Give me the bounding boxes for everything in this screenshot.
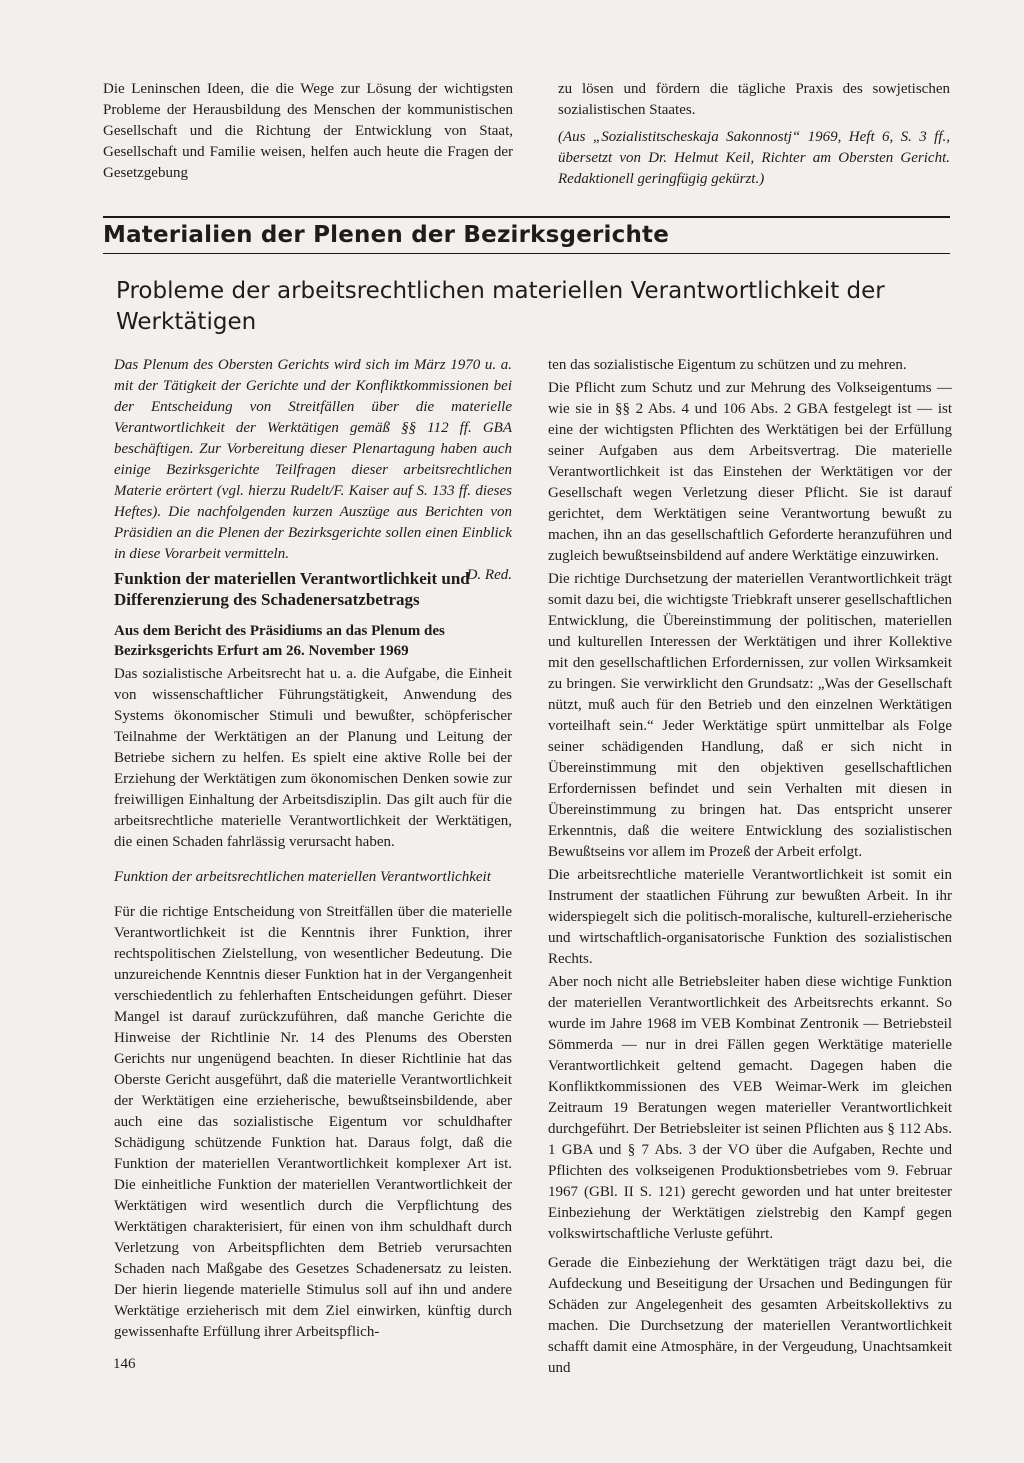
lead-text: Das Plenum des Obersten Gerichts wird sich im März 1970 u. a. mit der Tätigkeit der Gerichte und der Konfliktkommissionen bei der Entscheidung von Streitfällen über die materielle Verantwortlichkeit der Werktätigen gemäß §§ 112 ff. GBA beschäftigen. Zur Vorbereitung dieser Plenartagung haben auch einige Bezirksgerichte Teilfragen dieser arbeitsrechtlichen Materie erörtert (vgl. hierzu Rudelt/F. Kaiser auf S. 133 ff. dieses Heftes). Die nachfolgenden kurzen Auszüge aus Berichten von Präsidien an die Plenen der Bezirksgerichte sollen einen Einblick in diese Vorarbeit vermitteln. [114,357,512,562]
subheading: Funktion der materiellen Verantwortlichkeit und Differenzierung des Schadenersatzbetrags [114,569,470,609]
paragraph: Das sozialistische Arbeitsrecht hat u. a. die Aufgabe, die Einheit von wissenschaftlicher Führungstätigkeit, Anwendung des Systems ökonomischer Stimuli und bewußter, schöpferischer Teilnahme der Werktätigen an der Planung und Leitung der Betriebe sichern zu helfen. Es spielt eine aktive Rolle bei der Erziehung der Werktätigen zum ökonomischen Denken sowie zur freiwilligen Einhaltung der Arbeitsdisziplin. Das gilt auch für die arbeitsrechtliche materielle Verantwortlichkeit der Werktätigen, die einen Schaden fahrlässig verursacht haben. [114,666,512,850]
article-title: Probleme der arbeitsrechtlichen materiellen Verantwortlichkeit der Werktätigen [116,278,885,335]
paragraph: Die richtige Durchsetzung der materiellen Verantwortlichkeit trägt somit dazu bei, die wichtigste Triebkraft unserer gesellschaftlichen Entwicklung, die Übereinstimmung der politischen, materiellen und kulturellen Interessen der Werktätigen und ihrer Kollektive mit den gesellschaftlichen Erfordernissen, zur vollen Wirksamkeit zu bringen. Sie verwirklicht den Grundsatz: „Was der Gesellschaft nützt, muß auch für den Betrieb und den einzelnen Werktätigen vorteilhaft sein.“ Jeder Werktätige spürt unmittelbar als Folge seiner schädigenden Handlung, daß er sich nicht in Übereinstimmung mit den objektiven gesellschaftlichen Erfordernissen befindet und sein Verhalten mit diesen in Übereinstimmung zu bringen hat. Das entspricht unserer Erkenntnis, daß die weitere Entwicklung des sozialistischen Bewußtseins vor allem im Prozeß der Arbeit erfolgt. [548,571,952,860]
report-source-heading: Aus dem Bericht des Präsidiums an das Plenum des Bezirksgerichts Erfurt am 26. November 1969 [114,623,445,659]
intro-continuation-right [558,79,950,190]
editorial-lead [114,355,512,586]
section-title: Materialien der Plenen der Bezirksgerichte [103,222,670,248]
page-number: 146 [113,1356,136,1372]
paragraph: Aber noch nicht alle Betriebsleiter haben diese wichtige Funktion der materiellen Verantwortlichkeit des Arbeitsrechts erkannt. So wurde im Jahre 1968 im VEB Kombinat Zentronik — Betriebsteil Sömmerda — nur in drei Fällen gegen Werktätige materielle Verantwortlichkeit geltend gemacht. Dagegen haben die Konfliktkommissionen des VEB Weimar-Werk im gleichen Zeitraum 19 Beratungen wegen materieller Verantwortlichkeit durchgeführt. Der Betriebsleiter ist seinen Pflichten aus § 112 Abs. 1 GBA und § 7 Abs. 3 der VO über die Aufgaben, Rechte und Pflichten des volkseigenen Produktionsbetriebes vom 9. Februar 1967 (GBl. II S. 121) gerecht geworden und hat unter breitester Einbeziehung der Werktätigen zielstrebig den Kampf gegen volkswirtschaftliche Verluste geführt. [548,974,952,1242]
paragraph: ten das sozialistische Eigentum zu schützen und zu mehren. [548,357,907,373]
right-column-body [548,355,952,1381]
intro-text-right: zu lösen und fördern die tägliche Praxis des sowjetischen sozialistischen Staates. [558,81,950,118]
paragraph: Die Pflicht zum Schutz und zur Mehrung des Volkseigentums — wie sie in §§ 2 Abs. 4 und 106 Abs. 2 GBA festgelegt ist — ist eine der wichtigsten Pflichten des Werktätigen bei der Erfüllung seiner Aufgaben aus dem Arbeitsvertrag. Die materielle Verantwortlichkeit ist das Einstehen der Werktätigen vor der Gesellschaft wegen Verletzung dieser Pflicht. Sie ist darauf gerichtet, dem Werktätigen seine Verantwortung bewußt zu machen, ihn an das gesellschaftlich Geforderte heranzuführen und zugleich bewußtseinsbildend auf andere Werktätige einzuwirken. [548,380,952,564]
source-citation: (Aus „Sozialistitscheskaja Sakonnostj“ 1969, Heft 6, S. 3 ff., übersetzt von Dr. Helmut Keil, Richter am Obersten Gericht. Redaktionell geringfügig gekürzt.) [558,129,950,187]
italic-subheading: Funktion der arbeitsrechtlichen materiellen Verantwortlichkeit [114,869,491,885]
paragraph: Die arbeitsrechtliche materielle Verantwortlichkeit ist somit ein Instrument der staatlichen Führung zur bewußten Arbeit. In ihr widerspiegelt sich die politisch-moralische, kulturell-erzieherische und wirtschaftlich-organisatorische Funktion des sozialistischen Rechts. [548,867,952,967]
editor-signature: D. Red. [466,567,512,583]
intro-text-left: Die Leninschen Ideen, die die Wege zur Lösung der wichtigsten Probleme der Herausbildung des Menschen der kommunistischen Gesellschaft und die Richtung der Entwicklung von Staat, Gesellschaft und Familie weisen, helfen auch heute die Fragen der Gesetzgebung [103,81,513,181]
section-rule-bottom [103,253,950,254]
intro-continuation-left [103,79,513,184]
paragraph: Für die richtige Entscheidung von Streitfällen über die materielle Verantwortlichkeit ist die Kenntnis ihrer Funktion, ihrer rechtspolitischen Zielstellung, von wesentlicher Bedeutung. Die unzureichende Kenntnis dieser Funktion hat in der Vergangenheit verschiedentlich zu fehlerhaften Entscheidungen geführt. Dieser Mangel ist darauf zurückzuführen, daß manche Gerichte die Hinweise der Richtlinie Nr. 14 des Plenums des Obersten Gerichts nur ungenügend beachten. In dieser Richtlinie hat das Oberste Gericht ausgeführt, daß die materielle Verantwortlichkeit der Werktätigen eine erzieherische, bewußtseinsbildende, aber auch eine das sozialistische Eigentum vor schuldhafter Schädigung schützende Funktion hat. Daraus folgt, daß die Funktion der materiellen Verantwortlichkeit komplexer Art ist. Die einheitliche Funktion der materiellen Verantwortlichkeit der Werktätigen wird wesentlich durch die Verpflichtung des Werktätigen charakterisiert, für einen von ihm schuldhaft durch Verletzung von Arbeitspflichten dem Betrieb verursachten Schaden nach Maßgabe des Gesetzes Schadenersatz zu leisten. Der hierin liegende materielle Stimulus soll auf ihn und andere Werktätige erzieherisch mit dem Ziel einwirken, künftig durch gewissenhafte Erfüllung ihrer Arbeitspflich- [114,904,512,1340]
paragraph: Gerade die Einbeziehung der Werktätigen trägt dazu bei, die Aufdeckung und Beseitigung der Ursachen und Bedingungen für Schäden zur Angelegenheit des gesamten Arbeitskollektivs zu machen. Die Durchsetzung der materiellen Verantwortlichkeit schafft damit eine Atmosphäre, in der Vergeudung, Unachtsamkeit und [548,1255,952,1376]
section-rule-top [103,216,950,218]
left-column-body [114,664,512,1343]
